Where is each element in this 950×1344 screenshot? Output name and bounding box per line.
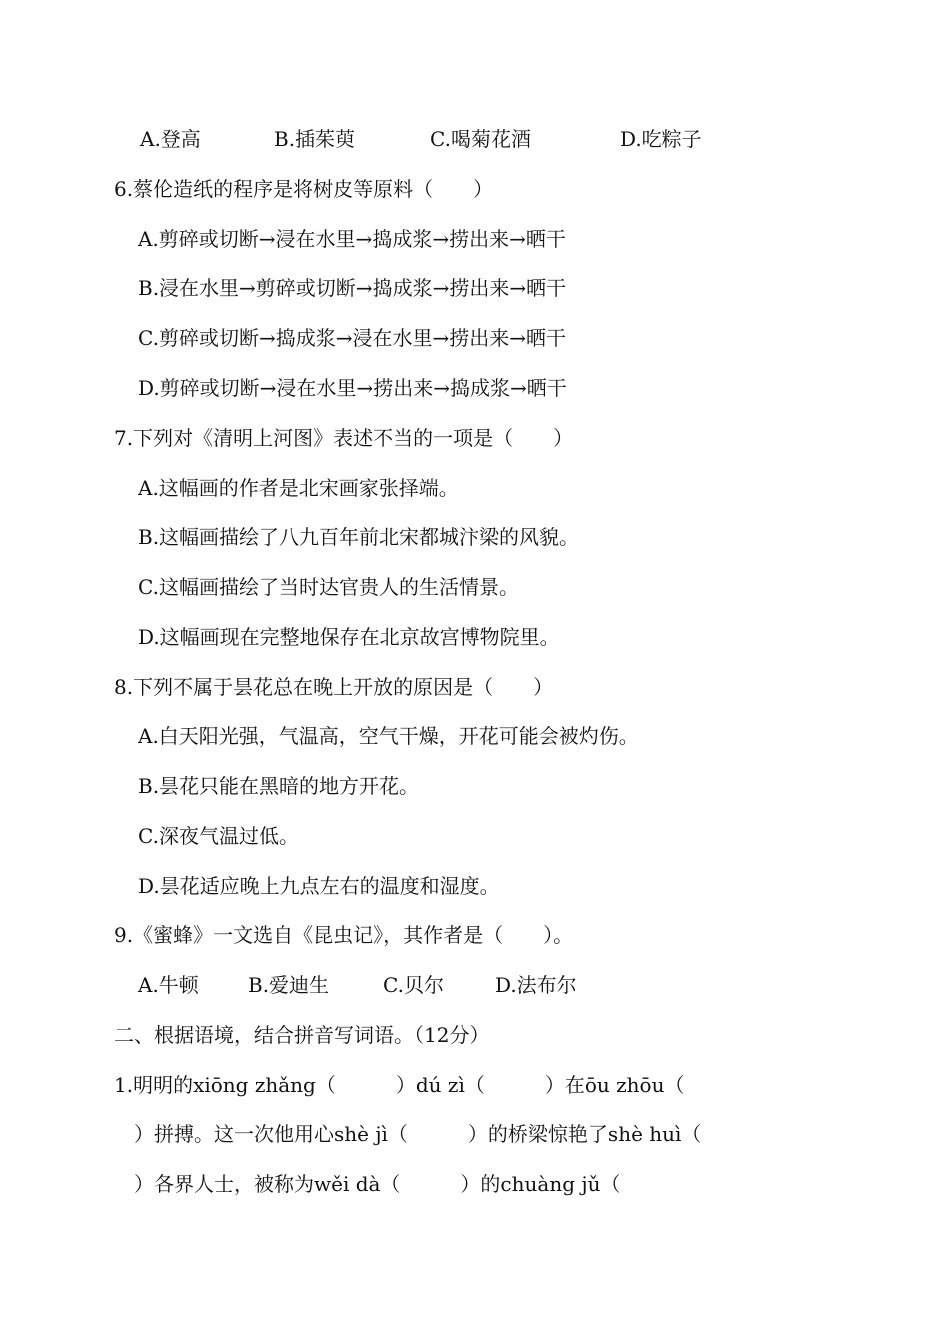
q7-stem: 7.下列对《清明上河图》表述不当的一项是（ ） [114, 426, 574, 450]
q7-option-c: C.这幅画描绘了当时达官贵人的生活情景。 [138, 575, 519, 599]
q5-option-c: C.喝菊花酒 [430, 127, 531, 151]
q8-stem: 8.下列不属于昙花总在晚上开放的原因是（ ） [114, 675, 554, 699]
q6-stem: 6.蔡伦造纸的程序是将树皮等原料（ ） [114, 177, 494, 201]
q6-option-b: B.浸在水里→剪碎或切断→捣成浆→捞出来→晒干 [138, 276, 567, 300]
q9-option-b: B.爱迪生 [248, 973, 330, 997]
q9-stem: 9.《蜜蜂》一文选自《昆虫记》，其作者是（ ）。 [114, 923, 574, 947]
q8-option-c: C.深夜气温过低。 [138, 824, 299, 848]
q9-option-a: A.牛顿 [138, 973, 199, 997]
q5-option-a: A.登高 [140, 127, 201, 151]
fill-line-1: 1.明明的xiōng zhǎng（ ）dú zì（ ）在ōu zhōu（ [114, 1073, 685, 1097]
q8-option-d: D.昙花适应晚上九点左右的温度和湿度。 [138, 874, 500, 898]
q6-option-a: A.剪碎或切断→浸在水里→捣成浆→捞出来→晒干 [138, 227, 566, 251]
section-heading: 二、根据语境，结合拼音写词语。（12分） [114, 1023, 490, 1047]
q9-option-c: C.贝尔 [383, 973, 444, 997]
q6-option-c: C.剪碎或切断→捣成浆→浸在水里→捞出来→晒干 [138, 326, 566, 350]
q8-option-a: A.白天阳光强，气温高，空气干燥，开花可能会被灼伤。 [138, 724, 639, 748]
q7-option-b: B.这幅画描绘了八九百年前北宋都城汴梁的风貌。 [138, 525, 580, 549]
q5-option-b: B.插茱萸 [274, 127, 356, 151]
q8-option-b: B.昙花只能在黑暗的地方开花。 [138, 774, 420, 798]
q7-option-d: D.这幅画现在完整地保存在北京故宫博物院里。 [138, 625, 560, 649]
fill-line-2: ）拼搏。这一次他用心shè jì（ ）的桥梁惊艳了shè huì（ [134, 1122, 702, 1146]
fill-line-3: ）各界人士，被称为wěi dà（ ）的chuàng jǔ（ [134, 1172, 621, 1196]
q7-option-a: A.这幅画的作者是北宋画家张择端。 [138, 476, 459, 500]
q9-option-d: D.法布尔 [495, 973, 577, 997]
q5-option-d: D.吃粽子 [620, 127, 702, 151]
q6-option-d: D.剪碎或切断→浸在水里→捞出来→捣成浆→晒干 [138, 376, 567, 400]
